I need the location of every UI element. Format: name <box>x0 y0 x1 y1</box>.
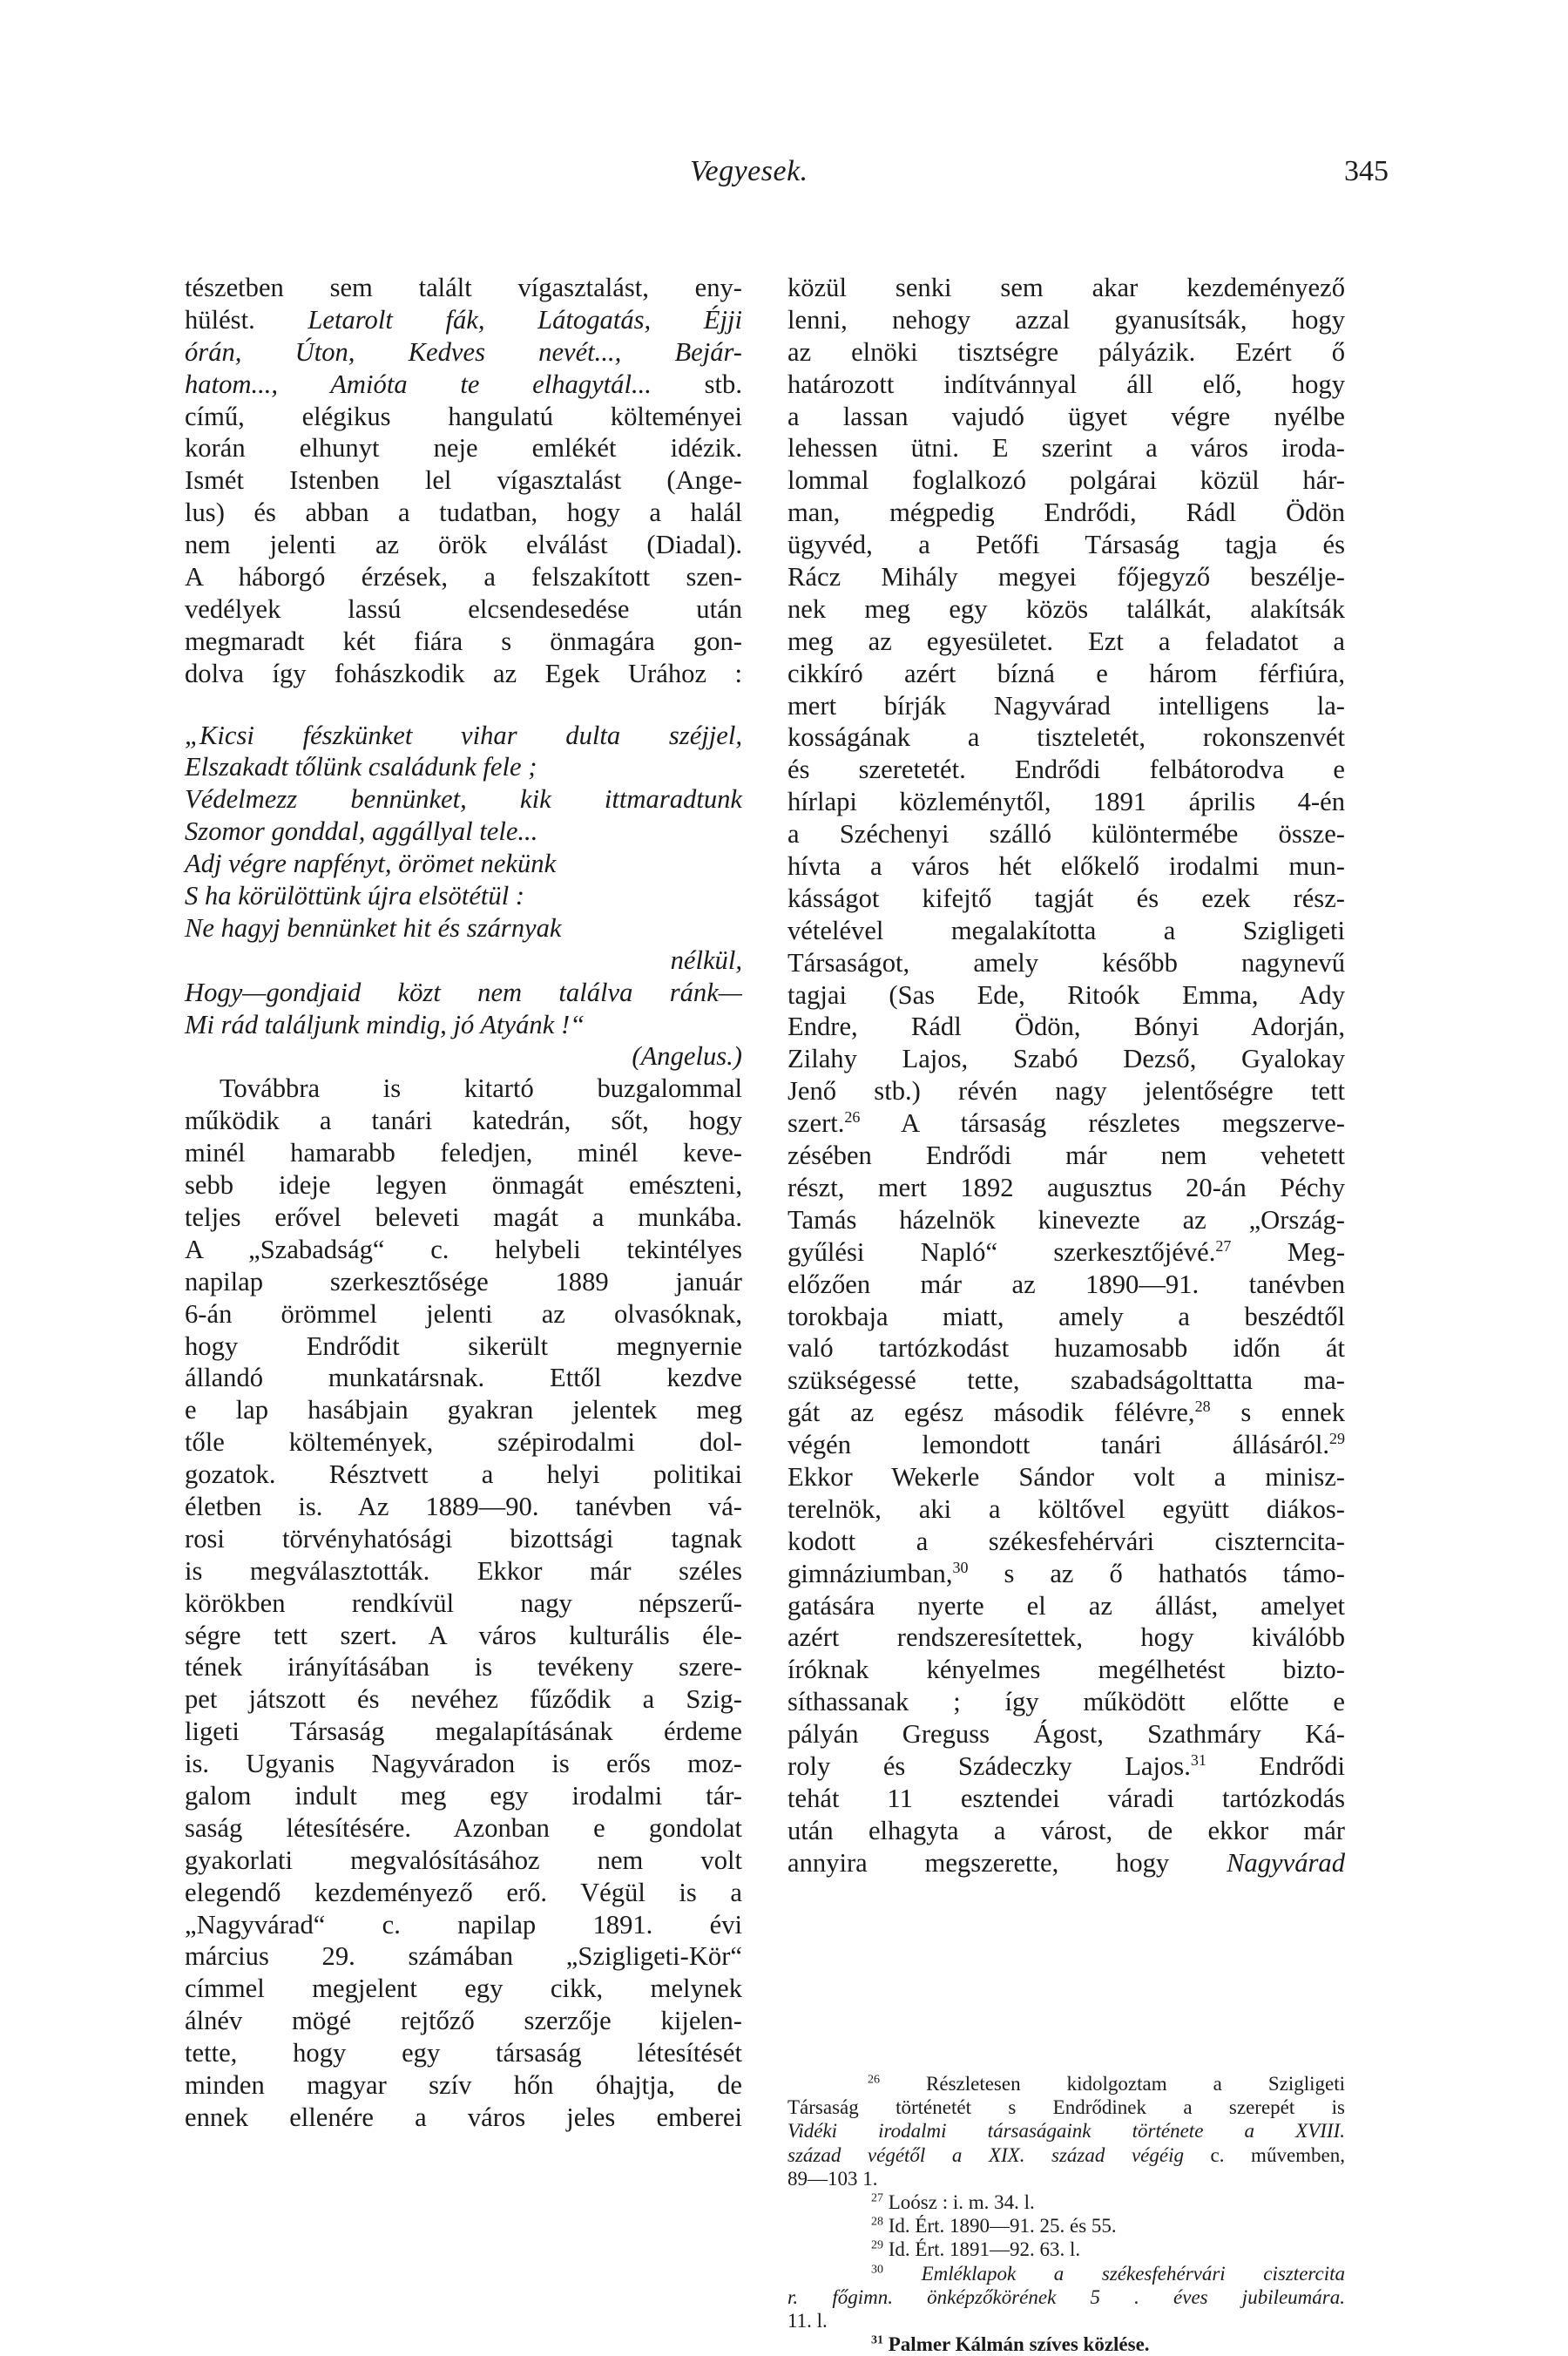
text-line: gát az egész második félévre,$^{28}$ s ennek <box>787 1397 1345 1428</box>
text-line: megmaradt két fiára s önmagára gon- <box>185 626 742 656</box>
footnotes <box>787 2072 1345 2356</box>
text-line: hogy Endrődit sikerült megnyernie <box>185 1330 742 1361</box>
text-line: kosságának a tiszteletét, rokonszenvét <box>787 722 1345 753</box>
text-line: rosi törvényhatósági bizottsági tagnak <box>185 1523 742 1554</box>
text-line: korán elhunyt neje emlékét idézik. <box>185 433 742 464</box>
text-line: lenni, nehogy azzal gyanusítsák, hogy <box>787 304 1345 335</box>
text-line: dolva így fohászkodik az Egek Urához : <box>185 658 742 688</box>
text-line: gatására nyerte el az állást, amelyet <box>787 1590 1345 1621</box>
text-line: lehessen ütni. E szerint a város iroda- <box>787 433 1345 464</box>
right-column <box>787 272 1345 1879</box>
text-line: galom indult meg egy irodalmi tár- <box>185 1780 742 1811</box>
text-line: hírlapi közleménytől, 1891 április 4-én <box>787 787 1345 817</box>
text-line: gyakorlati megvalósításához nem volt <box>185 1845 742 1875</box>
footnote-line: r. főgimn. önképzőkörének 5 . éves jubileumára. <box>787 2285 1345 2308</box>
text-line: gyűlési Napló“ szerkesztőjévé.$^{27}$ Meg- <box>787 1236 1346 1267</box>
text-line: előzően már az 1890—91. tanévben <box>787 1269 1345 1299</box>
footnote-31: $^{31}$ Palmer Kálmán szíves közlése. <box>871 2333 1150 2356</box>
text-line: síthassanak ; így működött előtte e <box>787 1687 1345 1717</box>
text-line: és szeretetét. Endrődi felbátorodva e <box>787 755 1345 785</box>
text-line: lus) és abban a tudatban, hogy a halál <box>185 498 742 528</box>
text-line: man, mégpedig Endrődi, Rádl Ödön <box>787 498 1345 528</box>
text-line: pet játszott és nevéhez fűződik a Szig- <box>185 1684 742 1715</box>
poem-line: Hogy—gondjaid közt nem találva ránk— <box>185 977 742 1007</box>
text-line: tészetben sem talált vígasztalást, eny- <box>185 273 742 302</box>
text-line: napilap szerkesztősége 1889 január <box>185 1266 742 1296</box>
text-line: tagjai (Sas Ede, Ritoók Emma, Ady <box>787 979 1345 1010</box>
text-line: „Nagyvárad“ c. napilap 1891. évi <box>185 1909 742 1940</box>
text-line: hatom..., Amióta te elhagytál... stb. <box>185 369 743 399</box>
text-line: gozatok. Résztvett a helyi politikai <box>185 1459 742 1490</box>
footnote-line: Társaság történetét s Endrődinek a szerepét is <box>787 2096 1345 2119</box>
footnote-line: 11. l. <box>787 2309 828 2332</box>
page-header <box>0 155 1568 199</box>
text-line: órán, Úton, Kedves nevét..., Bejár- <box>185 336 742 367</box>
text-line: való tartózkodást huzamosabb időn át <box>787 1333 1345 1364</box>
text-line: állandó munkatársnak. Ettől kezdve <box>185 1363 742 1393</box>
text-line: Tamás házelnök kinevezte az „Ország- <box>787 1204 1345 1235</box>
text-line: a lassan vajudó ügyet végre nyélbe <box>787 401 1345 431</box>
text-line: Ekkor Wekerle Sándor volt a minisz- <box>787 1461 1345 1492</box>
text-line: nem jelenti az örök elválást (Diadal). <box>185 530 742 560</box>
text-line: e lap hasábjain gyakran jelentek meg <box>185 1395 742 1425</box>
spacer <box>185 690 742 720</box>
poem <box>185 720 742 1073</box>
text-line: tette, hogy egy társaság létesítését <box>185 2038 742 2068</box>
text-line: Rácz Mihály megyei főjegyző beszélje- <box>787 562 1345 592</box>
text-line: kodott a székesfehérvári ciszterncita- <box>787 1526 1345 1556</box>
text-line: tének irányításában is tevékeny szere- <box>185 1652 742 1682</box>
poem-line: S ha körülöttünk újra elsötétül : <box>185 881 525 911</box>
footnote-ref: 31 <box>1190 1750 1206 1769</box>
text-line: elegendő kezdeményező erő. Végül is a <box>185 1877 742 1907</box>
footnote-29: $^{29}$ Id. Ért. 1891—92. 63. l. <box>871 2238 1081 2261</box>
text-line: végén lemondott tanári állásáról.$^{29}$ <box>787 1429 1345 1460</box>
text-line: március 29. számában „Szigligeti-Kör“ <box>185 1941 742 1972</box>
text-line: minél hamarabb feledjen, minél keve- <box>185 1138 742 1168</box>
text-line: 6-án örömmel jelenti az olvasóknak, <box>185 1298 742 1329</box>
text-line: is megválasztották. Ekkor már széles <box>185 1555 742 1586</box>
footnote-ref: 28 <box>1194 1397 1211 1415</box>
text-line: a Széchenyi szálló különtermébe össze- <box>787 819 1345 850</box>
footnote-line: Vidéki irodalmi társaságaink története a XVIII. <box>787 2120 1345 2143</box>
text-line: Továbbra is kitartó buzgalommal <box>220 1073 742 1104</box>
left-column <box>185 272 742 2134</box>
page-number: 345 <box>1344 155 1389 187</box>
text-line: ligeti Társaság megalapításának érdeme <box>185 1716 742 1747</box>
text-line: annyira megszerette, hogy Nagyvárad <box>787 1847 1345 1878</box>
text-line: cikkíró azért bízná e három férfiúra, <box>787 658 1345 688</box>
text-line: teljes erővel beleveti magát a munkába. <box>185 1202 742 1232</box>
footnote-27: $^{27}$ Loósz : i. m. 34. l. <box>871 2190 1035 2213</box>
text-line: vételével megalakította a Szigligeti <box>787 915 1345 945</box>
text-line: vedélyek lassú elcsendesedése után <box>185 593 742 624</box>
text-line: pályán Greguss Ágost, Szathmáry Ká- <box>787 1719 1345 1750</box>
footnote-26: $^{26}$ Részletesen kidolgoztam a Szigligeti <box>868 2073 1345 2095</box>
text-line: minden magyar szív hőn óhajtja, de <box>185 2069 742 2100</box>
text-line: hülést. Letarolt fák, Látogatás, Éjji <box>185 304 742 335</box>
footnote-ref: 26 <box>844 1107 861 1126</box>
text-line: nek meg egy közös találkát, alakítsák <box>787 593 1345 624</box>
text-line: körökben rendkívül nagy népszerű- <box>185 1588 742 1618</box>
text-line: Ismét Istenben lel vígasztalást (Ange- <box>185 465 742 496</box>
text-line: életben is. Az 1889—90. tanévben vá- <box>185 1491 742 1521</box>
text-line: azért rendszeresítettek, hogy kiválóbb <box>787 1622 1345 1653</box>
text-line: A háborgó érzések, a felszakított szen- <box>185 562 742 592</box>
footnote-28: $^{28}$ Id. Ért. 1890—91. 25. és 55. <box>871 2215 1117 2238</box>
footnote-ref: 27 <box>1215 1236 1232 1255</box>
text-line: ennek ellenére a város jeles emberei <box>185 2102 742 2132</box>
footnote-ref: 30 <box>952 1558 969 1576</box>
text-line: után elhagyta a várost, de ekkor már <box>787 1815 1345 1845</box>
text-line: ségre tett szert. A város kulturális éle- <box>185 1620 742 1650</box>
poem-line: Elszakadt tőlünk családunk fele ; <box>185 752 537 782</box>
text-line: zésében Endrődi már nem vehetett <box>787 1141 1345 1171</box>
text-line: hívta a város hét előkelő irodalmi mun- <box>787 851 1345 882</box>
text-line: íróknak kényelmes megélhetést bizto- <box>787 1655 1345 1685</box>
poem-line: Védelmezz bennünket, kik ittmaradtunk <box>185 784 742 815</box>
text-line: torokbaja miatt, amely a beszédtől <box>787 1301 1345 1331</box>
text-line: működik a tanári katedrán, sőt, hogy <box>185 1106 742 1136</box>
poem-line: nélkül, <box>670 944 742 975</box>
poem-line: Ne hagyj bennünket hit és szárnyak <box>185 912 562 943</box>
text-line: című, elégikus hangulatú költeményei <box>185 401 742 431</box>
text-line: részt, mert 1892 augusztus 20-án Péchy <box>787 1172 1345 1202</box>
text-line: kásságot kifejtő tagját és ezek rész- <box>787 883 1345 913</box>
text-line: is. Ugyanis Nagyváradon is erős moz- <box>185 1749 742 1779</box>
text-line: Jenő stb.) révén nagy jelentőségre tett <box>787 1076 1345 1107</box>
text-line: Endre, Rádl Ödön, Bónyi Adorján, <box>787 1012 1345 1042</box>
text-line: szert.$^{26}$ A társaság részletes megszerve- <box>787 1107 1345 1139</box>
text-line: tőle költemények, szépirodalmi dol- <box>185 1427 742 1458</box>
text-line: A „Szabadság“ c. helybeli tekintélyes <box>185 1234 742 1264</box>
text-line: tehát 11 esztendei váradi tartózkodás <box>787 1783 1345 1813</box>
text-line: meg az egyesületet. Ezt a feladatot a <box>787 626 1345 656</box>
text-line: terelnök, aki a költővel együtt diákos- <box>787 1493 1345 1524</box>
text-line: határozott indítvánnyal áll elő, hogy <box>787 369 1345 399</box>
text-line: címmel megjelent egy cikk, melynek <box>185 1973 742 2004</box>
footnote-line: század végétől a XIX. század végéig c. művemben, <box>787 2143 1346 2166</box>
text-line: közül senki sem akar kezdeményező <box>787 273 1345 302</box>
text-line: szükségessé tette, szabadságolttatta ma- <box>787 1365 1345 1396</box>
footnote-30: $^{30}$ Emléklapok a székesfehérvári cisztercita <box>871 2262 1345 2285</box>
text-line: Társaságot, amely később nagynevű <box>787 947 1345 978</box>
text-line: az elnöki tisztségre pályázik. Ezért ő <box>787 336 1345 367</box>
poem-source: (Angelus.) <box>632 1041 742 1072</box>
text-line: sebb ideje legyen önmagát emészteni, <box>185 1170 742 1201</box>
text-line: lommal foglalkozó polgárai közül hár- <box>787 465 1345 496</box>
text-line: gimnáziumban,$^{30}$ s az ő hathatós támo- <box>787 1558 1345 1588</box>
poem-line: Adj végre napfényt, örömet nekünk <box>185 849 557 879</box>
poem-line: Szomor gonddal, aggállyal tele... <box>185 816 538 847</box>
poem-line: Mi rád találjunk mindig, jó Atyánk !“ <box>185 1009 585 1039</box>
text-line: mert bírják Nagyvárad intelligens la- <box>787 690 1345 721</box>
text-line: Zilahy Lajos, Szabó Dezső, Gyalokay <box>787 1044 1345 1074</box>
text-line: álnév mögé rejtőző szerzője kijelen- <box>185 2006 742 2036</box>
poem-line: „Kicsi fészkünket vihar dulta széjjel, <box>185 720 742 750</box>
footnote-ref: 29 <box>1329 1429 1345 1447</box>
text-line: ügyvéd, a Petőfi Társaság tagja és <box>787 530 1345 560</box>
text-line: saság létesítésére. Azonban e gondolat <box>185 1812 742 1843</box>
text-line: roly és Szádeczky Lajos.$^{31}$ Endrődi <box>787 1750 1345 1781</box>
footnote-line: 89—103 1. <box>787 2167 878 2190</box>
running-title: Vegyesek. <box>690 155 808 187</box>
